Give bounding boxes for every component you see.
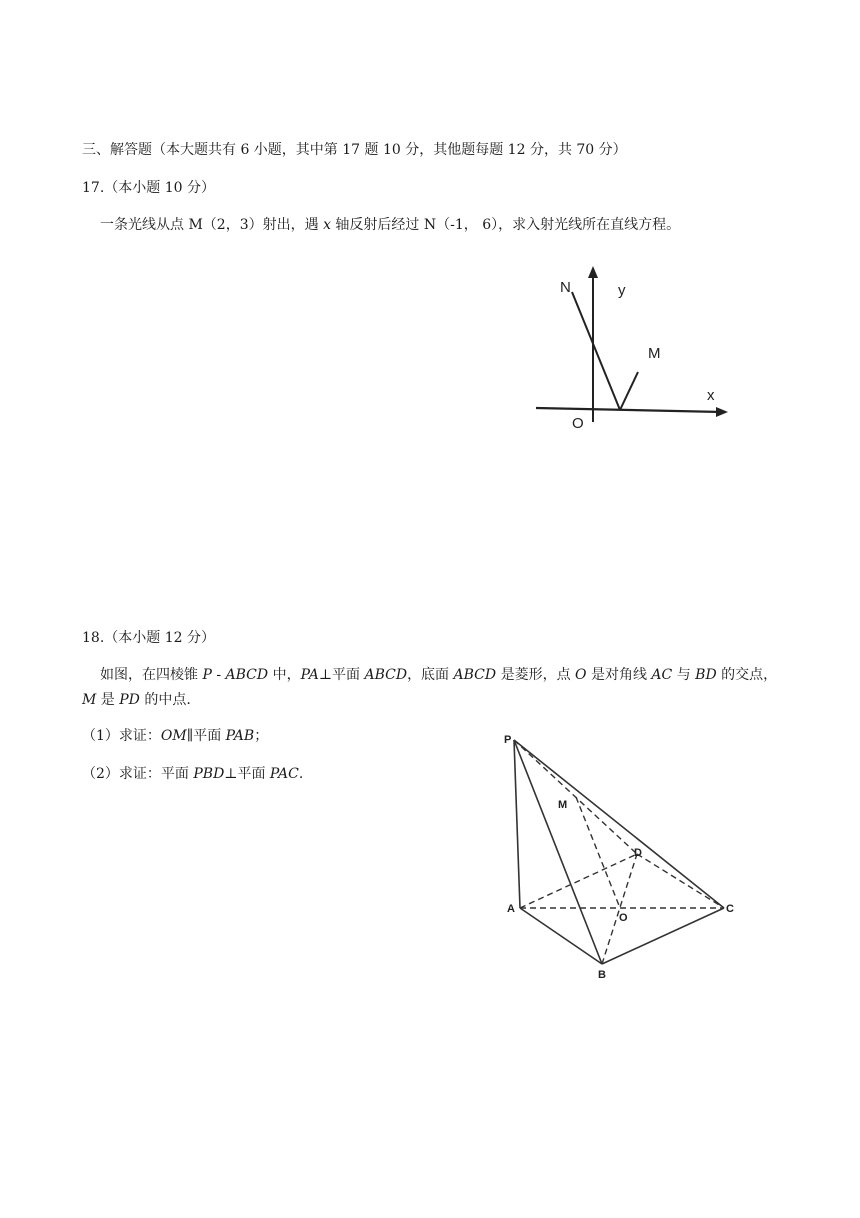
edge-pb (514, 740, 602, 964)
q18-part1 (82, 727, 268, 745)
edge-pa (514, 740, 520, 908)
text-run: （2）求证：平面 (82, 766, 194, 782)
text-run: AC (651, 667, 673, 683)
text-run: 如图，在四棱锥 (100, 667, 203, 683)
label-c: C (726, 903, 734, 915)
diagonal-bd (602, 854, 637, 964)
y-axis-arrow (588, 266, 598, 278)
label-m: M (558, 799, 568, 811)
text-run: ABCD (225, 667, 269, 683)
text-run: . (298, 766, 304, 782)
text-run: M (82, 692, 97, 708)
edge-pc (514, 740, 724, 908)
q18-header: 18.（本小题 12 分） (82, 630, 215, 646)
text-run: ⊥平面 (224, 766, 270, 782)
label-n: N (560, 279, 571, 296)
label-m: M (648, 345, 661, 362)
text-run: 的交点， (716, 667, 778, 683)
q17-text-b: 轴反射后经过 N（-1， 6），求入射光线所在直线方程。 (330, 217, 681, 233)
edge-dc (637, 854, 724, 908)
text-run: P (202, 667, 212, 683)
label-y: y (618, 282, 626, 299)
text-run: ABCD (364, 667, 408, 683)
text-run: ‑ (211, 667, 226, 683)
q18-part2 (82, 765, 303, 783)
x-axis-arrow (716, 407, 728, 417)
text-run: 与 (672, 667, 696, 683)
edge-ad (520, 854, 637, 908)
text-run: PAB (225, 728, 255, 744)
q18-text-line1 (100, 666, 777, 684)
label-o: O (619, 912, 628, 924)
x-axis (536, 408, 722, 412)
edge-ab (520, 908, 602, 964)
text-run: PA (300, 667, 319, 683)
text-run: ∥平面 (186, 728, 226, 744)
edge-pd (514, 740, 637, 854)
text-run: ； (254, 728, 269, 744)
q18-text-line2 (82, 691, 191, 709)
q17-text (100, 216, 680, 234)
text-run: 是 (96, 692, 120, 708)
q17-figure (530, 262, 730, 432)
label-b: B (598, 969, 606, 981)
label-a: A (507, 903, 515, 915)
text-run: （1）求证： (82, 728, 161, 744)
segment-om (576, 797, 620, 908)
text-run: ABCD (453, 667, 497, 683)
text-run: ⊥平面 (318, 667, 365, 683)
text-run: ，底面 (407, 667, 454, 683)
label-o: O (572, 415, 584, 432)
q18-pyramid-figure (500, 728, 750, 983)
text-run: PAC (269, 766, 299, 782)
q17-text-a: 一条光线从点 M（2，3）射出，遇 (100, 217, 324, 233)
section-heading: 三、解答题（本大题共有 6 小题，其中第 17 题 10 分，其他题每题 12 分，共 70 分） (82, 142, 627, 158)
text-run: OM (160, 728, 187, 744)
q17-header: 17.（本小题 10 分） (82, 180, 215, 196)
label-p: P (504, 734, 512, 746)
q17-text-var: x (323, 217, 331, 233)
text-run: 是对角线 (586, 667, 652, 683)
text-run: BD (695, 667, 717, 683)
text-run: 中， (268, 667, 301, 683)
ray-from-n (572, 292, 620, 410)
label-d: D (634, 847, 642, 859)
label-x: x (707, 387, 715, 404)
text-run: PD (119, 692, 140, 708)
ray-to-m (620, 372, 638, 410)
text-run: 是菱形，点 (496, 667, 576, 683)
text-run: 的中点. (139, 692, 191, 708)
text-run: PBD (193, 766, 225, 782)
text-run: O (575, 667, 587, 683)
